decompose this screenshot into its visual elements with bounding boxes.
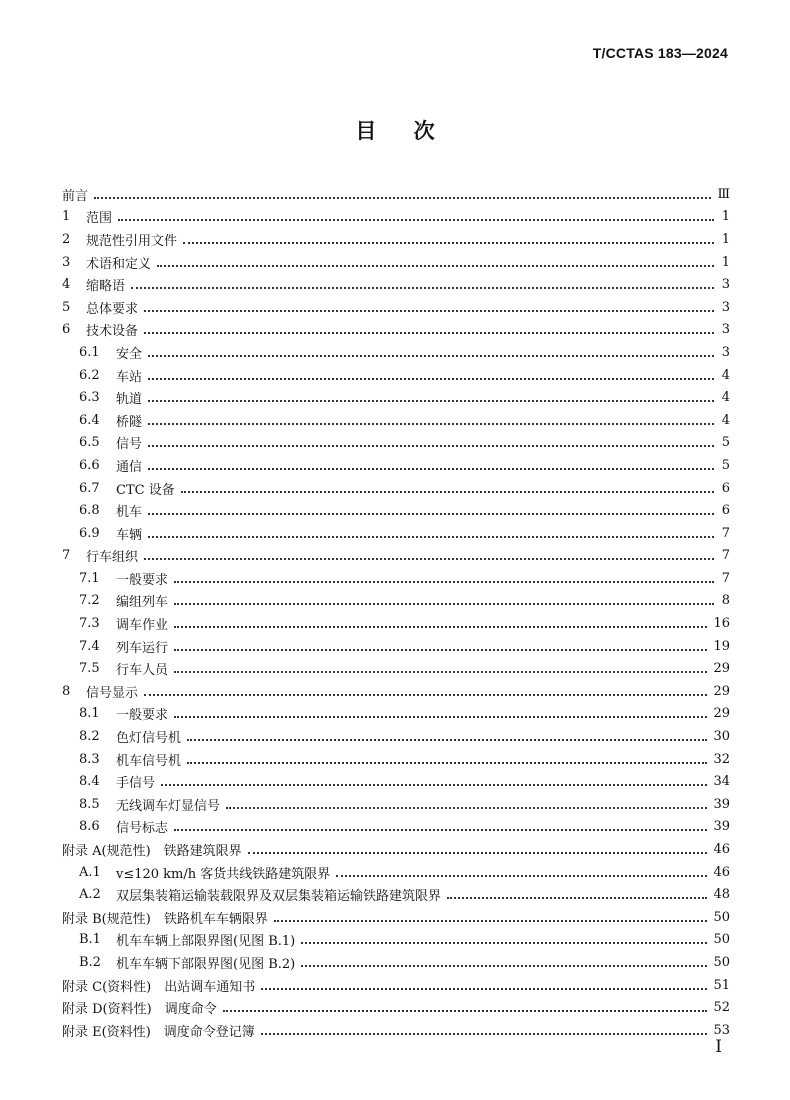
toc-entry-label: 信号 bbox=[116, 437, 143, 453]
toc-entry-page: 3 bbox=[721, 299, 730, 315]
toc-entry[interactable] bbox=[62, 635, 730, 658]
toc-entry[interactable] bbox=[62, 590, 730, 613]
toc-entry-page: 29 bbox=[713, 661, 730, 677]
toc-entry-number: 8.3 bbox=[79, 751, 100, 767]
toc-entry-page: 7 bbox=[721, 525, 730, 541]
toc-entry-number: 6.4 bbox=[79, 412, 100, 428]
toc-dot-leader bbox=[148, 444, 714, 447]
toc-entry[interactable] bbox=[62, 499, 730, 522]
toc-entry-number: 1 bbox=[62, 209, 71, 225]
toc-dot-leader bbox=[157, 264, 714, 267]
toc-entry[interactable] bbox=[62, 477, 730, 500]
toc-entry-label: 机车车辆上部限界图(见图 B.1) bbox=[116, 934, 296, 950]
toc-entry-label: 一般要求 bbox=[116, 708, 169, 724]
toc-entry[interactable] bbox=[62, 657, 730, 680]
page-title: 目 次 bbox=[355, 119, 435, 143]
toc-entry-page: 3 bbox=[721, 344, 730, 360]
toc-entry[interactable] bbox=[62, 612, 730, 635]
toc-entry-label: 附录 C(资料性) 出站调车通知书 bbox=[62, 979, 256, 995]
toc-entry-number: 7.1 bbox=[79, 570, 100, 586]
toc-entry-page: 48 bbox=[713, 887, 730, 903]
toc-entry-number: 8.1 bbox=[79, 706, 100, 722]
toc-dot-leader bbox=[148, 354, 714, 357]
toc-entry[interactable] bbox=[62, 793, 730, 816]
toc-entry-number: B.1 bbox=[79, 932, 101, 948]
toc-entry-number: 8 bbox=[62, 683, 71, 699]
toc-entry-number: 6.2 bbox=[79, 367, 100, 383]
toc-dot-leader bbox=[301, 964, 707, 967]
toc-entry-number: B.2 bbox=[79, 954, 101, 970]
toc-dot-leader bbox=[148, 377, 714, 380]
toc-dot-leader bbox=[174, 602, 714, 605]
toc-entry[interactable] bbox=[62, 748, 730, 771]
toc-entry-number: A.1 bbox=[79, 864, 101, 880]
toc-entry-number: 8.4 bbox=[79, 774, 100, 790]
toc-dot-leader bbox=[174, 670, 707, 673]
toc-entry-label: v≤120 km/h 客货共线铁路建筑限界 bbox=[116, 866, 331, 882]
toc-entry[interactable] bbox=[62, 454, 730, 477]
toc-entry[interactable] bbox=[62, 522, 730, 545]
page-folio: I bbox=[715, 1037, 722, 1057]
toc-entry[interactable] bbox=[62, 364, 730, 387]
toc-entry-label: 范围 bbox=[86, 211, 113, 227]
toc-dot-leader bbox=[174, 828, 707, 831]
toc-entry[interactable] bbox=[62, 929, 730, 952]
toc-entry-number: 3 bbox=[62, 254, 71, 270]
toc-entry-page: 50 bbox=[713, 932, 730, 948]
toc-entry[interactable] bbox=[62, 545, 730, 568]
toc-entry-label: 车站 bbox=[116, 369, 143, 385]
toc-entry[interactable] bbox=[62, 251, 730, 274]
toc-dot-leader bbox=[161, 783, 707, 786]
toc-entry-label: 附录 E(资料性) 调度命令登记簿 bbox=[62, 1024, 255, 1040]
toc-entry-label: 色灯信号机 bbox=[116, 731, 182, 747]
toc-entry-label: 前言 bbox=[62, 188, 89, 204]
toc-entry-label: 双层集装箱运输装载限界及双层集装箱运输铁路建筑限界 bbox=[116, 889, 442, 905]
toc-dot-leader bbox=[226, 806, 707, 809]
toc-entry-label: 机车 bbox=[116, 505, 143, 521]
toc-entry-label: 术语和定义 bbox=[86, 256, 152, 272]
toc-dot-leader bbox=[144, 557, 714, 560]
toc-entry-page: 53 bbox=[713, 1022, 730, 1038]
toc-entry[interactable] bbox=[62, 1019, 730, 1042]
toc-entry-number: 6 bbox=[62, 322, 71, 338]
toc-entry-number: 6.6 bbox=[79, 457, 100, 473]
toc-entry-number: 6.5 bbox=[79, 435, 100, 451]
toc-entry-page: 50 bbox=[713, 954, 730, 970]
toc-entry-label: 行车组织 bbox=[86, 550, 139, 566]
toc-entry[interactable] bbox=[62, 883, 730, 906]
toc-entry-label: 编组列车 bbox=[116, 595, 169, 611]
toc-entry-number: 8.2 bbox=[79, 729, 100, 745]
toc-entry-page: 52 bbox=[713, 1000, 730, 1016]
toc-entry-label: CTC 设备 bbox=[116, 482, 175, 498]
toc-entry-label: 附录 A(规范性) 铁路建筑限界 bbox=[62, 844, 242, 860]
toc-dot-leader bbox=[174, 580, 714, 583]
toc-entry-page: 8 bbox=[721, 593, 730, 609]
toc-entry-page: 3 bbox=[721, 322, 730, 338]
standard-number: T/CCTAS 183—2024 bbox=[592, 45, 728, 61]
toc-entry-number: 6.3 bbox=[79, 390, 100, 406]
toc-dot-leader bbox=[174, 625, 707, 628]
toc-dot-leader bbox=[148, 535, 714, 538]
toc-entry[interactable] bbox=[62, 386, 730, 409]
toc-entry-label: 安全 bbox=[116, 346, 143, 362]
table-of-contents bbox=[62, 183, 730, 1042]
toc-entry[interactable] bbox=[62, 206, 730, 229]
toc-entry-number: 7.2 bbox=[79, 593, 100, 609]
toc-entry[interactable] bbox=[62, 906, 730, 929]
toc-entry-number: 6.8 bbox=[79, 503, 100, 519]
toc-entry-page: 4 bbox=[721, 390, 730, 406]
toc-entry-number: 7 bbox=[62, 548, 71, 564]
toc-entry-page: Ⅲ bbox=[717, 186, 730, 202]
toc-entry[interactable] bbox=[62, 409, 730, 432]
toc-entry-label: 缩略语 bbox=[86, 279, 126, 295]
toc-entry[interactable] bbox=[62, 951, 730, 974]
toc-entry-page: 39 bbox=[713, 796, 730, 812]
toc-entry[interactable] bbox=[62, 838, 730, 861]
toc-entry[interactable] bbox=[62, 974, 730, 997]
toc-dot-leader bbox=[144, 693, 707, 696]
toc-dot-leader bbox=[148, 399, 714, 402]
toc-entry-page: 32 bbox=[713, 751, 730, 767]
toc-entry-label: 信号标志 bbox=[116, 821, 169, 837]
toc-entry-page: 50 bbox=[713, 909, 730, 925]
toc-entry[interactable] bbox=[62, 567, 730, 590]
toc-entry-label: 手信号 bbox=[116, 776, 156, 792]
toc-entry[interactable] bbox=[62, 725, 730, 748]
toc-dot-leader bbox=[187, 761, 707, 764]
toc-dot-leader bbox=[144, 309, 714, 312]
toc-entry-page: 7 bbox=[721, 570, 730, 586]
toc-entry[interactable] bbox=[62, 816, 730, 839]
toc-entry-page: 29 bbox=[713, 706, 730, 722]
toc-entry[interactable] bbox=[62, 680, 730, 703]
toc-dot-leader bbox=[144, 331, 714, 334]
toc-entry-number: A.2 bbox=[79, 887, 101, 903]
toc-entry-page: 30 bbox=[713, 729, 730, 745]
toc-entry[interactable] bbox=[62, 996, 730, 1019]
toc-entry-number: 7.3 bbox=[79, 616, 100, 632]
toc-entry-page: 5 bbox=[721, 435, 730, 451]
toc-entry-number: 8.6 bbox=[79, 819, 100, 835]
toc-entry-page: 29 bbox=[713, 683, 730, 699]
toc-entry-label: 调车作业 bbox=[116, 618, 169, 634]
toc-dot-leader bbox=[248, 851, 708, 854]
toc-entry-number: 5 bbox=[62, 299, 71, 315]
toc-dot-leader bbox=[183, 241, 714, 244]
toc-dot-leader bbox=[261, 987, 707, 990]
toc-entry-page: 1 bbox=[721, 254, 730, 270]
toc-entry-number: 6.1 bbox=[79, 344, 100, 360]
toc-entry-page: 51 bbox=[713, 977, 730, 993]
toc-entry[interactable] bbox=[62, 296, 730, 319]
toc-entry[interactable] bbox=[62, 432, 730, 455]
toc-entry-label: 轨道 bbox=[116, 392, 143, 408]
toc-entry-page: 1 bbox=[721, 209, 730, 225]
toc-entry-label: 信号显示 bbox=[86, 685, 139, 701]
toc-entry-number: 7.4 bbox=[79, 638, 100, 654]
toc-entry-label: 附录 B(规范性) 铁路机车车辆限界 bbox=[62, 911, 268, 927]
toc-entry[interactable] bbox=[62, 341, 730, 364]
toc-dot-leader bbox=[336, 874, 707, 877]
toc-entry-page: 5 bbox=[721, 457, 730, 473]
toc-dot-leader bbox=[261, 1032, 708, 1035]
toc-entry-number: 2 bbox=[62, 231, 71, 247]
toc-dot-leader bbox=[274, 919, 708, 922]
toc-entry-page: 6 bbox=[721, 480, 730, 496]
toc-entry[interactable] bbox=[62, 183, 730, 206]
toc-entry-page: 7 bbox=[721, 548, 730, 564]
toc-entry-number: 4 bbox=[62, 277, 71, 293]
toc-entry-number: 6.7 bbox=[79, 480, 100, 496]
toc-entry-page: 34 bbox=[713, 774, 730, 790]
toc-entry[interactable] bbox=[62, 228, 730, 251]
toc-dot-leader bbox=[223, 1009, 708, 1012]
toc-entry-label: 桥隧 bbox=[116, 414, 143, 430]
toc-entry[interactable] bbox=[62, 861, 730, 884]
toc-dot-leader bbox=[301, 941, 707, 944]
toc-entry-page: 19 bbox=[713, 638, 730, 654]
toc-entry-label: 技术设备 bbox=[86, 324, 139, 340]
toc-entry-label: 附录 D(资料性) 调度命令 bbox=[62, 1002, 217, 1018]
toc-entry-page: 16 bbox=[713, 616, 730, 632]
toc-dot-leader bbox=[131, 286, 714, 289]
toc-entry-label: 机车车辆下部限界图(见图 B.2) bbox=[116, 956, 296, 972]
toc-dot-leader bbox=[174, 648, 707, 651]
toc-entry-number: 6.9 bbox=[79, 525, 100, 541]
toc-entry-page: 6 bbox=[721, 503, 730, 519]
toc-entry-label: 规范性引用文件 bbox=[86, 233, 178, 249]
toc-entry-label: 机车信号机 bbox=[116, 753, 182, 769]
toc-dot-leader bbox=[148, 512, 714, 515]
toc-entry[interactable] bbox=[62, 273, 730, 296]
toc-entry-label: 无线调车灯显信号 bbox=[116, 798, 221, 814]
toc-entry-number: 8.5 bbox=[79, 796, 100, 812]
toc-entry[interactable] bbox=[62, 770, 730, 793]
toc-entry-label: 行车人员 bbox=[116, 663, 169, 679]
toc-entry-page: 4 bbox=[721, 412, 730, 428]
toc-dot-leader bbox=[181, 490, 714, 493]
toc-dot-leader bbox=[187, 738, 707, 741]
toc-entry-page: 1 bbox=[721, 231, 730, 247]
toc-entry-number: 7.5 bbox=[79, 661, 100, 677]
toc-dot-leader bbox=[148, 422, 714, 425]
toc-entry-label: 列车运行 bbox=[116, 640, 169, 656]
toc-entry-page: 4 bbox=[721, 367, 730, 383]
toc-dot-leader bbox=[94, 196, 711, 199]
toc-entry-label: 通信 bbox=[116, 459, 143, 475]
toc-dot-leader bbox=[118, 218, 714, 221]
toc-entry-page: 46 bbox=[713, 864, 730, 880]
toc-entry-label: 车辆 bbox=[116, 527, 143, 543]
toc-dot-leader bbox=[447, 896, 707, 899]
toc-entry-page: 3 bbox=[721, 277, 730, 293]
toc-entry-page: 46 bbox=[713, 842, 730, 858]
toc-dot-leader bbox=[148, 467, 714, 470]
toc-entry-page: 39 bbox=[713, 819, 730, 835]
toc-dot-leader bbox=[174, 715, 707, 718]
toc-entry[interactable] bbox=[62, 319, 730, 342]
toc-entry[interactable] bbox=[62, 703, 730, 726]
toc-entry-label: 一般要求 bbox=[116, 572, 169, 588]
toc-entry-label: 总体要求 bbox=[86, 301, 139, 317]
